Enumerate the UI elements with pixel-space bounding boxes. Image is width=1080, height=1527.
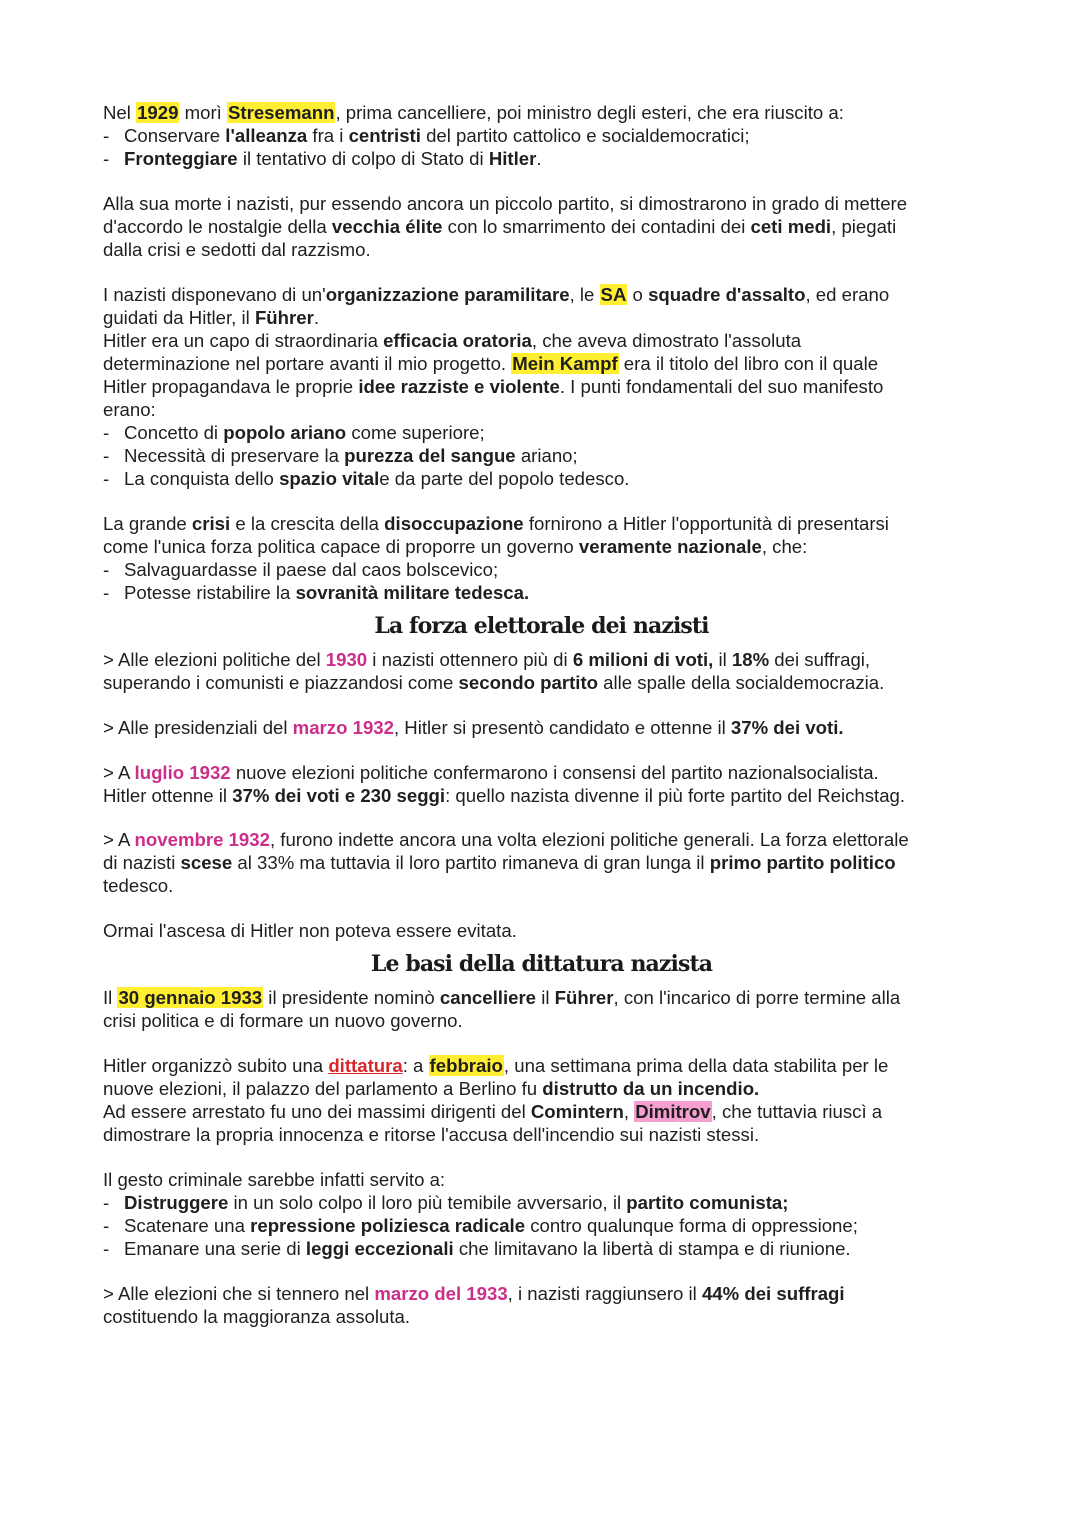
highlight-year: 1929: [137, 102, 179, 123]
highlight-dimitrov: Dimitrov: [635, 1101, 711, 1122]
bullet-item: - Potesse ristabilire la sovranità militare tedesca.: [103, 582, 530, 604]
paragraph-july-1932: > A luglio 1932 nuove elezioni politiche confermarono i consensi del partito nazionalsocialista. Hitler ottenne il 37% dei voti e 230 seggi: quello nazista divenne il più forte partito del Reichstag.: [103, 761, 906, 806]
paragraph-march-1932: > Alle presidenziali del marzo 1932, Hitler si presentò candidato e ottenne il 37% dei voti.: [103, 716, 844, 738]
section-heading-electoral: La forza elettorale dei nazisti: [374, 613, 709, 640]
paragraph-nazi-rise: Alla sua morte i nazisti, pur essendo ancora un piccolo partito, si dimostrarono in grado di mettere d'accordo le nostalgie della vecchia élite con lo smarrimento dei contadini dei ceti medi, piegati dalla crisi e sedotti dal razzismo.: [103, 192, 908, 260]
highlight-sa: SA: [600, 283, 627, 305]
paragraph-criminal-act: Il gesto criminale sarebbe infatti servito a: - Distruggere in un solo colpo il loro più temibile avversario, il partito comunista; - Scatenare una repressione poliziesca radicale contro qualunque forma di oppressione; - Emanare una serie di leggi eccezionali che limitavano la libertà di stampa e di riunione.: [103, 1168, 980, 1260]
bullet-item: - Fronteggiare il tentativo di colpo di Stato di Hitler.: [103, 148, 542, 170]
paragraph-crisis: La grande crisi e la crescita della disoccupazione fornirono a Hitler l'opportunità di presentarsi come l'unica forza politica capace di proporre un governo veramente nazionale, che: - Salvaguardasse il paese dal caos bolscevico; - Potesse ristabilire la sovranità militare tedesca.: [103, 512, 980, 604]
paragraph-dictatorship: Hitler organizzò subito una dittatura: a febbraio, una settimana prima della data stabilita per le nuove elezioni, il palazzo del parlamento a Berlino fu distrutto da un incendio. Ad essere arrestato fu uno dei massimi dirigenti del Comintern, Dimitrov, che tuttavia riuscì a dimostrare la propria innocenza e ritorse l'accusa dell'incendio sui nazisti stessi.: [103, 1054, 889, 1146]
highlight-date: 30 gennaio 1933: [118, 987, 263, 1009]
dittatura-term: dittatura: [328, 1054, 403, 1076]
paragraph-november-1932: > A novembre 1932, furono indette ancora una volta elezioni politiche generali. La forza elettorale di nazisti scese al 33% ma tuttavia il loro partito rimaneva di gran lunga il primo partito politico tedesco.: [103, 829, 909, 897]
text-line: Nel 1929 morì Stresemann, prima cancelliere, poi ministro degli esteri, che era riuscito a:: [103, 102, 844, 123]
paragraph-1930: > Alle elezioni politiche del 1930 i nazisti ottennero più di 6 milioni di voti, il 18% dei suffragi, superando i comunisti e piazzandosi come secondo partito alle spalle della socialdemocrazia.: [103, 649, 885, 694]
bullet-item: - La conquista dello spazio vitale da parte del popolo tedesco.: [103, 468, 630, 490]
paragraph-conclusion: Ormai l'ascesa di Hitler non poteva essere evitata.: [103, 920, 517, 942]
bullet-item: - Necessità di preservare la purezza del sangue ariano;: [103, 445, 578, 467]
paragraph-stresemann: [103, 101, 980, 170]
paragraph-jan-1933: Il 30 gennaio 1933 il presidente nominò cancelliere il Führer, con l'incarico di porre termine alla crisi politica e di formare un nuovo governo.: [103, 987, 901, 1032]
bullet-item: - Conservare l'alleanza fra i centristi del partito cattolico e socialdemocratici;: [103, 125, 750, 147]
highlight-name: Stresemann: [227, 102, 335, 123]
paragraph-paramilitary: I nazisti disponevano di un'organizzazione paramilitare, le SA o squadre d'assalto, ed erano guidati da Hitler, il Führer. Hitler era un capo di straordinaria efficacia oratoria, che aveva dimostrato l'assoluta determinazione nel portare avanti il mio progetto. Mein Kampf era il titolo del libro con il quale Hitler propagandava le proprie idee razziste e violente. I punti fondamentali del suo manifesto erano: - Concetto di popolo ariano come superiore; - Necessità di preservare la purezza del sangue ariano; - La conquista dello spazio vitale da parte del popolo tedesco.: [103, 283, 980, 491]
bullet-item: - Scatenare una repressione poliziesca radicale contro qualunque forma di oppressione;: [103, 1214, 858, 1236]
bullet-item: - Concetto di popolo ariano come superiore;: [103, 422, 485, 444]
section-heading-dictatorship: Le basi della dittatura nazista: [370, 951, 713, 978]
highlight-mein-kampf: Mein Kampf: [512, 352, 618, 374]
highlight-febbraio: febbraio: [429, 1054, 503, 1076]
bullet-item: - Emanare una serie di leggi eccezionali che limitavano la libertà di stampa e di riunione.: [103, 1237, 851, 1259]
paragraph-march-1933: > Alle elezioni che si tennero nel marzo del 1933, i nazisti raggiunsero il 44% dei suffragi costituendo la maggioranza assoluta.: [103, 1282, 845, 1327]
bullet-item: - Distruggere in un solo colpo il loro più temibile avversario, il partito comunista;: [103, 1191, 789, 1213]
bullet-item: - Salvaguardasse il paese dal caos bolscevico;: [103, 559, 499, 581]
